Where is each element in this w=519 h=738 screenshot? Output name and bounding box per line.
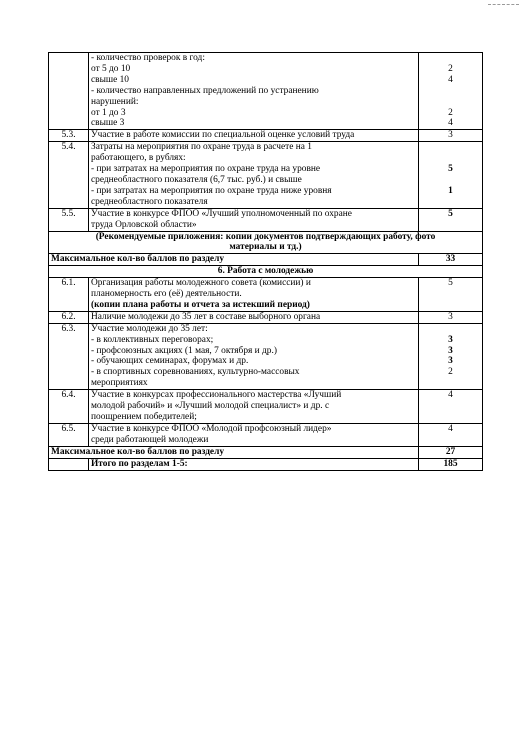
text-line: Участие в конкурсах профессионального мастерства «Лучший <box>91 390 342 401</box>
row-description <box>89 278 419 312</box>
text-line: поощрением победителей; <box>91 412 197 422</box>
row-number: 6.3. <box>49 323 89 389</box>
text-line: среднеобластного показателя <box>91 196 208 207</box>
text-line: - количество проверок в год: <box>91 53 205 63</box>
table-row <box>49 266 483 278</box>
text-line: планомерность его (её) деятельности. <box>91 289 242 300</box>
table-row <box>49 231 483 254</box>
table-row <box>49 208 483 231</box>
section-max-score: 27 <box>419 446 483 458</box>
row-score <box>419 142 483 208</box>
scoring-table <box>48 52 483 471</box>
row-description <box>89 53 419 130</box>
row-number: 5.4. <box>49 142 89 208</box>
text-line: Участие молодежи до 35 лет: <box>91 323 208 334</box>
page-edge-mark <box>488 4 519 5</box>
text-line: свыше 10 <box>91 74 129 85</box>
score-line: 2 <box>448 63 453 74</box>
row-number: 5.3. <box>49 130 89 142</box>
total-score: 185 <box>419 458 483 470</box>
text-line: - в коллективных переговорах; <box>91 334 214 345</box>
text-line: (Рекомендуемые приложения: копии документов подтверждающих работу, фото <box>95 231 436 242</box>
table-row <box>49 323 483 389</box>
score-line: 3 <box>448 356 453 367</box>
row-score: 4 <box>419 423 483 446</box>
score-line: 5 <box>448 164 453 175</box>
text-line: от 1 до 3 <box>91 107 126 118</box>
text-line: от 5 до 10 <box>91 63 131 74</box>
score-gap <box>421 97 480 108</box>
score-line: 3 <box>448 334 453 345</box>
row-description <box>89 208 419 231</box>
row-score <box>419 323 483 389</box>
text-line: материалы и тд.) <box>229 242 302 253</box>
table-row <box>49 278 483 312</box>
section-max-score: 33 <box>419 254 483 266</box>
row-score: 5 <box>419 278 483 312</box>
text-line: - количество направленных предложений по устранению <box>91 85 319 96</box>
text-line: Участие в конкурсе ФПОО «Молодой профсоюзный лидер» <box>91 423 332 434</box>
table-row <box>49 390 483 424</box>
text-line: - при затратах на мероприятия по охране труда на уровне <box>91 164 321 175</box>
text-line: Организация работы молодежного совета (комиссии) и <box>91 278 311 289</box>
score-line: 4 <box>448 74 453 85</box>
score-line: 1 <box>448 185 453 196</box>
text-line: среднеобластного показателя (6,7 тыс. руб.) и свыше <box>91 174 302 185</box>
row-description <box>89 423 419 446</box>
table-row <box>49 423 483 446</box>
table-row <box>49 458 483 470</box>
score-line: 2 <box>448 367 453 378</box>
score-line: 3 <box>448 345 453 356</box>
row-description <box>89 390 419 424</box>
row-score <box>419 53 483 130</box>
row-number: 5.5. <box>49 208 89 231</box>
row-score: 4 <box>419 390 483 424</box>
text-line: Затраты на мероприятия по охране труда в расчете на 1 <box>91 142 312 153</box>
text-line: труда Орловской области» <box>91 219 197 230</box>
text-line: - в спортивных соревнованиях, культурно-массовых <box>91 367 300 378</box>
score-line <box>421 53 480 64</box>
score-gap <box>421 324 480 335</box>
text-line: - профсоюзных акциях (1 мая, 7 октября и др.) <box>91 345 277 356</box>
text-line: молодой рабочий» и «Лучший молодой специалист» и др. с <box>91 401 330 412</box>
table-row <box>49 130 483 142</box>
table-row <box>49 446 483 458</box>
row-description: Наличие молодежи до 35 лет в составе выборного органа <box>89 311 419 323</box>
recommendation-note <box>49 231 483 254</box>
table-row <box>49 142 483 208</box>
score-gap <box>421 86 480 97</box>
row-description: Участие в работе комиссии по специальной оценке условий труда <box>89 130 419 142</box>
text-line: мероприятиях <box>91 378 148 389</box>
row-score: 3 <box>419 130 483 142</box>
score-gap <box>421 175 480 186</box>
text-line: (копии плана работы и отчета за истекший период) <box>91 299 310 310</box>
total-number-cell <box>49 458 89 470</box>
row-number <box>49 53 89 130</box>
score-line: 4 <box>448 118 453 129</box>
text-line: Участие в конкурсе ФПОО «Лучший уполномоченный по охране <box>91 208 352 219</box>
row-description <box>89 323 419 389</box>
table-row <box>49 53 483 130</box>
row-score: 5 <box>419 208 483 231</box>
total-label: Итого по разделам 1-5: <box>89 458 419 470</box>
row-description <box>89 142 419 208</box>
row-number: 6.4. <box>49 390 89 424</box>
score-line: 2 <box>448 107 453 118</box>
text-line: - при затратах на мероприятия по охране труда ниже уровня <box>91 185 332 196</box>
score-gap <box>421 153 480 164</box>
text-line: - обучающих семинарах, форумах и др. <box>91 356 249 367</box>
text-line: работающего, в рублях: <box>91 153 186 164</box>
row-number: 6.5. <box>49 423 89 446</box>
row-score: 3 <box>419 311 483 323</box>
section-title: 6. Работа с молодежью <box>49 266 483 278</box>
section-max-label: Максимальное кол-во баллов по разделу <box>49 254 419 266</box>
row-number: 6.1. <box>49 278 89 312</box>
row-number: 6.2. <box>49 311 89 323</box>
text-line: нарушений: <box>91 96 139 107</box>
text-line: свыше 3 <box>91 118 125 129</box>
table-row <box>49 311 483 323</box>
text-line: среди работающей молодежи <box>91 434 209 445</box>
section-max-label: Максимальное кол-во баллов по разделу <box>49 446 419 458</box>
table-row <box>49 254 483 266</box>
score-gap <box>421 142 480 153</box>
